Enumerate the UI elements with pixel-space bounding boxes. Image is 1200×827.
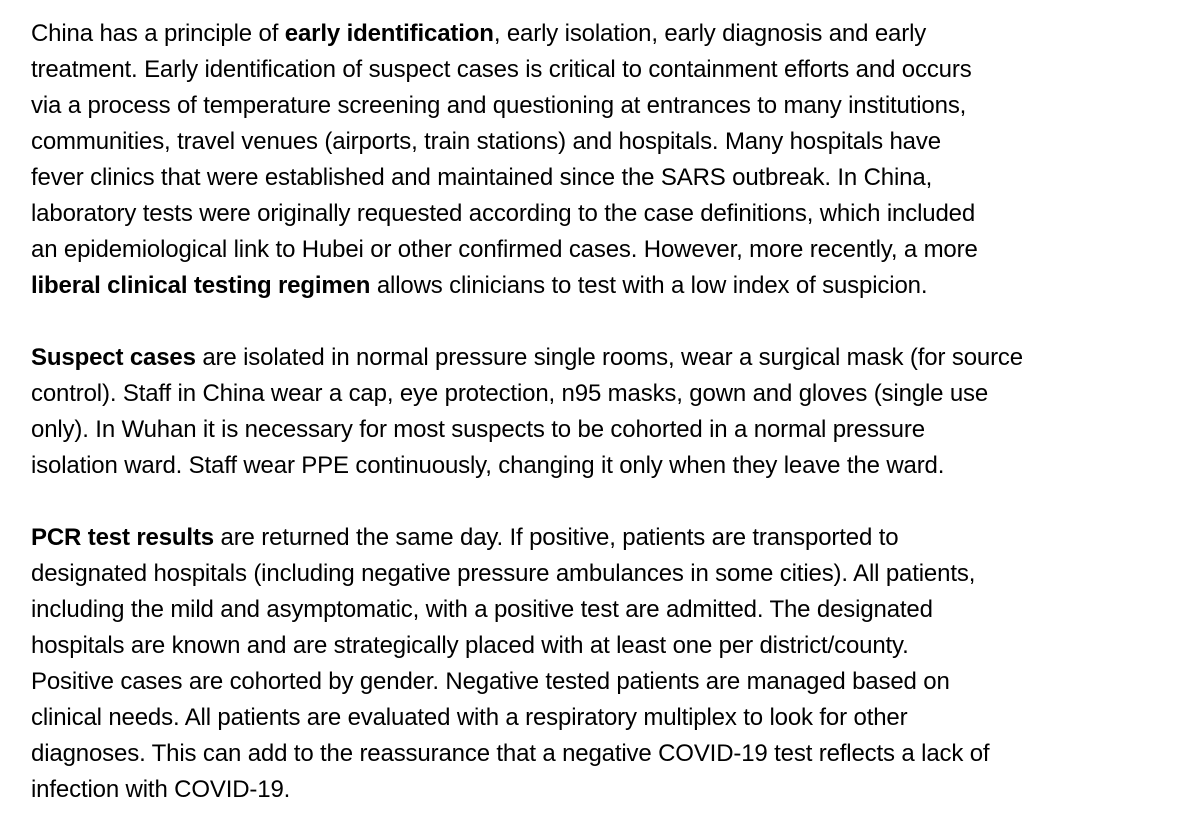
- text-line: clinical needs. All patients are evaluated with a respiratory multiplex to look for other: [31, 704, 908, 731]
- text-line: diagnoses. This can add to the reassurance that a negative COVID-19 test reflects a lack of: [31, 740, 990, 767]
- text-line: [31, 340, 1140, 376]
- bold-term: liberal clinical testing regimen: [31, 272, 371, 299]
- paragraph-identification: [31, 16, 1140, 304]
- text-line: including the mild and asymptomatic, with a positive test are admitted. The designated: [31, 596, 933, 623]
- text-line: [31, 16, 1140, 52]
- text-run: are returned the same day. If positive, patients are transported to: [214, 524, 899, 551]
- text-run: allows clinicians to test with a low index of suspicion.: [370, 272, 928, 299]
- text-line: isolation ward. Staff wear PPE continuously, changing it only when they leave the ward.: [31, 452, 945, 479]
- paragraph-suspect-cases: [31, 340, 1140, 484]
- text-run: , early isolation, early diagnosis and early: [493, 20, 927, 47]
- text-line: an epidemiological link to Hubei or other confirmed cases. However, more recently, a more: [31, 236, 978, 263]
- bold-term: early identification: [284, 20, 494, 47]
- text-line: infection with COVID-19.: [31, 776, 291, 803]
- text-line: [31, 268, 1140, 304]
- paragraph-pcr-results: [31, 520, 1140, 808]
- text-run: are isolated in normal pressure single rooms, wear a surgical mask (for source: [195, 344, 1023, 371]
- text-line: fever clinics that were established and maintained since the SARS outbreak. In China,: [31, 164, 933, 191]
- text-line: designated hospitals (including negative pressure ambulances in some cities). All patients,: [31, 560, 976, 587]
- text-line: Positive cases are cohorted by gender. Negative tested patients are managed based on: [31, 668, 950, 695]
- text-line: control). Staff in China wear a cap, eye protection, n95 masks, gown and gloves (single use: [31, 380, 989, 407]
- text-line: only). In Wuhan it is necessary for most suspects to be cohorted in a normal pressure: [31, 416, 925, 443]
- bold-term: Suspect cases: [31, 344, 196, 371]
- text-line: via a process of temperature screening and questioning at entrances to many institutions,: [31, 92, 967, 119]
- text-line: [31, 520, 1140, 556]
- text-line: communities, travel venues (airports, train stations) and hospitals. Many hospitals have: [31, 128, 941, 155]
- text-line: laboratory tests were originally requested according to the case definitions, which included: [31, 200, 976, 227]
- text-line: treatment. Early identification of suspect cases is critical to containment efforts and occurs: [31, 56, 972, 83]
- bold-term: PCR test results: [31, 524, 214, 551]
- text-line: hospitals are known and are strategically placed with at least one per district/county.: [31, 632, 909, 659]
- text-run: China has a principle of: [31, 20, 285, 47]
